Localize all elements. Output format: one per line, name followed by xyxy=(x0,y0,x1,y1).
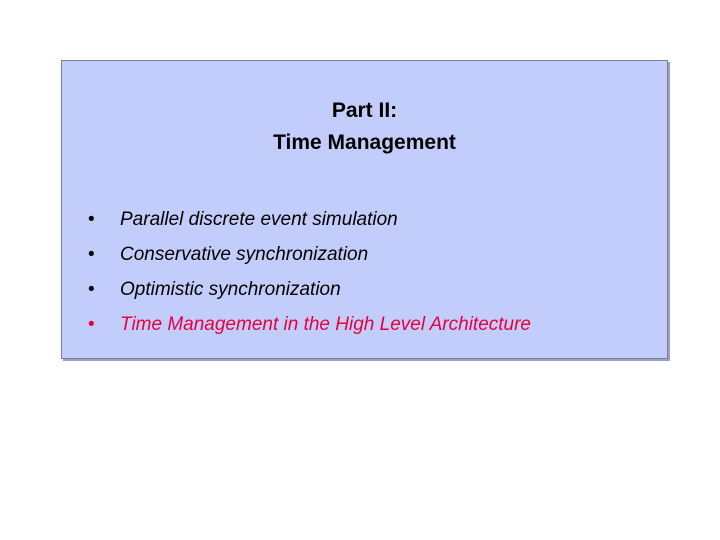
slide-title xyxy=(62,95,667,159)
title-line-1: Part II: xyxy=(331,99,398,122)
bullet-text: Time Management in the High Level Architecture xyxy=(120,314,531,335)
bullet-dot-icon: • xyxy=(88,279,95,300)
bullet-item-optimistic-sync xyxy=(88,272,531,307)
bullet-text: Conservative synchronization xyxy=(120,244,369,265)
bullet-dot-icon: • xyxy=(88,209,95,230)
bullet-dot-icon: • xyxy=(88,314,95,335)
bullet-list xyxy=(88,202,531,342)
bullet-item-hla-time-management xyxy=(88,307,531,342)
bullet-dot-icon: • xyxy=(88,244,95,265)
bullet-item-conservative-sync xyxy=(88,237,531,272)
bullet-item-parallel-des xyxy=(88,202,531,237)
title-line-2: Time Management xyxy=(273,131,456,154)
title-box xyxy=(61,60,668,359)
bullet-text: Parallel discrete event simulation xyxy=(120,209,398,230)
bullet-text: Optimistic synchronization xyxy=(120,279,341,300)
